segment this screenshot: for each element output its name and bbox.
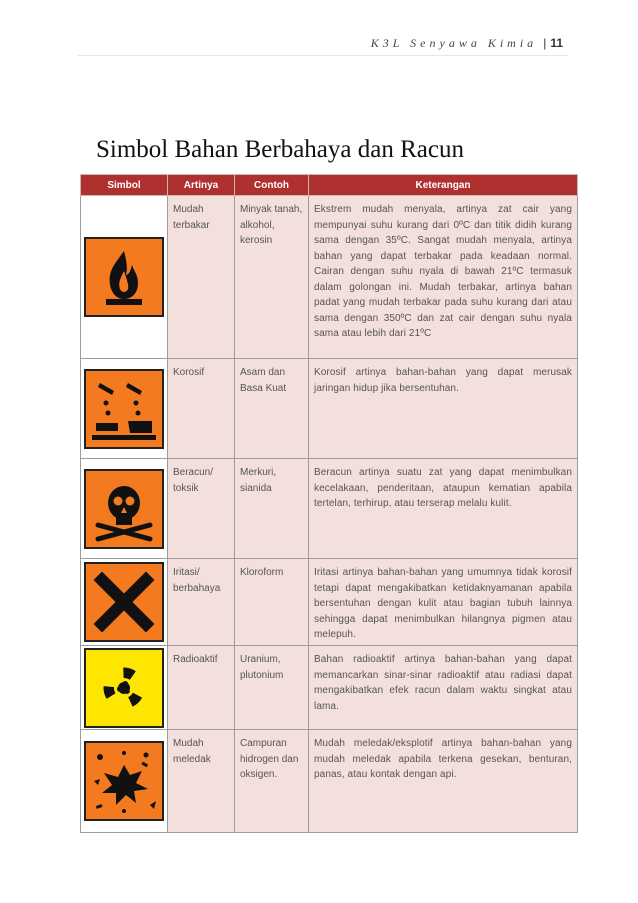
contoh-cell: Kloroform xyxy=(235,559,309,646)
artinya-cell: Iritasi/ berbahaya xyxy=(168,559,235,646)
column-header-artinya: Artinya xyxy=(168,175,235,196)
symbol-cell xyxy=(81,646,168,730)
keterangan-cell: Korosif artinya bahan-bahan yang dapat merusak jaringan hidup jika bersentuhan. xyxy=(309,359,578,459)
corrosive-icon xyxy=(84,369,164,449)
column-header-keterangan: Keterangan xyxy=(309,175,578,196)
table-row xyxy=(81,730,578,833)
symbol-cell xyxy=(81,559,168,646)
column-header-contoh: Contoh xyxy=(235,175,309,196)
table-row xyxy=(81,196,578,359)
page-number: 11 xyxy=(550,36,563,50)
section-title: Simbol Bahan Berbahaya dan Racun xyxy=(96,136,464,163)
column-header-simbol: Simbol xyxy=(81,175,168,196)
explosive-icon xyxy=(84,741,164,821)
table-row xyxy=(81,359,578,459)
symbol-cell xyxy=(81,196,168,359)
header-title: K3L Senyawa Kimia xyxy=(370,36,538,50)
artinya-cell: Mudah meledak xyxy=(168,730,235,833)
artinya-cell: Radioaktif xyxy=(168,646,235,730)
symbol-cell xyxy=(81,359,168,459)
contoh-cell: Merkuri, sianida xyxy=(235,459,309,559)
contoh-cell: Campuran hidrogen dan oksigen. xyxy=(235,730,309,833)
irritant-x-icon xyxy=(84,562,164,642)
keterangan-cell: Beracun artinya suatu zat yang dapat menimbulkan kecelakaan, penderitaan, ataupun kematian apabila tertelan, terhirup, atau terserap melalu kulit. xyxy=(309,459,578,559)
header-separator: | xyxy=(543,36,547,50)
keterangan-cell: Mudah meledak/eksplotif artinya bahan-bahan yang mudah meledak apabila terkena gesekan, benturan, panas, atau kontak dengan api. xyxy=(309,730,578,833)
contoh-cell: Asam dan Basa Kuat xyxy=(235,359,309,459)
header-rule xyxy=(78,55,568,56)
radioactive-icon xyxy=(84,648,164,728)
artinya-cell: Korosif xyxy=(168,359,235,459)
symbol-cell xyxy=(81,459,168,559)
page-header xyxy=(0,36,563,51)
table-row xyxy=(81,559,578,646)
artinya-cell: Beracun/ toksik xyxy=(168,459,235,559)
hazard-symbol-table xyxy=(80,174,578,833)
table-header-row xyxy=(81,175,578,196)
artinya-cell: Mudah terbakar xyxy=(168,196,235,359)
table-row xyxy=(81,459,578,559)
contoh-cell: Minyak tanah, alkohol, kerosin xyxy=(235,196,309,359)
contoh-cell: Uranium, plutonium xyxy=(235,646,309,730)
keterangan-cell: Bahan radioaktif artinya bahan-bahan yang dapat memancarkan sinar-sinar radioaktif atau radiasi dapat mengakibatkan efek racun dalam waktu singkat atau lama. xyxy=(309,646,578,730)
symbol-cell xyxy=(81,730,168,833)
toxic-skull-icon xyxy=(84,469,164,549)
table-row xyxy=(81,646,578,730)
flammable-icon xyxy=(84,237,164,317)
keterangan-cell: Ekstrem mudah menyala, artinya zat cair yang mempunyai suhu kurang dari 0ºC dan titik didih kurang sama dengan 35ºC. Sangat mudah menyala, artinya bahan yang dapat terbakar pada keadaan normal. Cairan dengan suhu nyala di bawah 21ºC termasuk dalam golongan ini. Mudah terbakar, artinya bahan padat yang mudah terbakar pada suhu kurang dari atau sama dengan 350ºC dan zat cair dengan suhu nyala sama atau lebih dari 21ºC xyxy=(309,196,578,359)
keterangan-cell: Iritasi artinya bahan-bahan yang umumnya tidak korosif tetapi dapat mengakibatkan ketidaknyamanan apabila bersentuhan dengan kulit atau bagian tubuh lainnya sehingga dapat menimbulkan hilangnya pigmen atau melepuh. xyxy=(309,559,578,646)
